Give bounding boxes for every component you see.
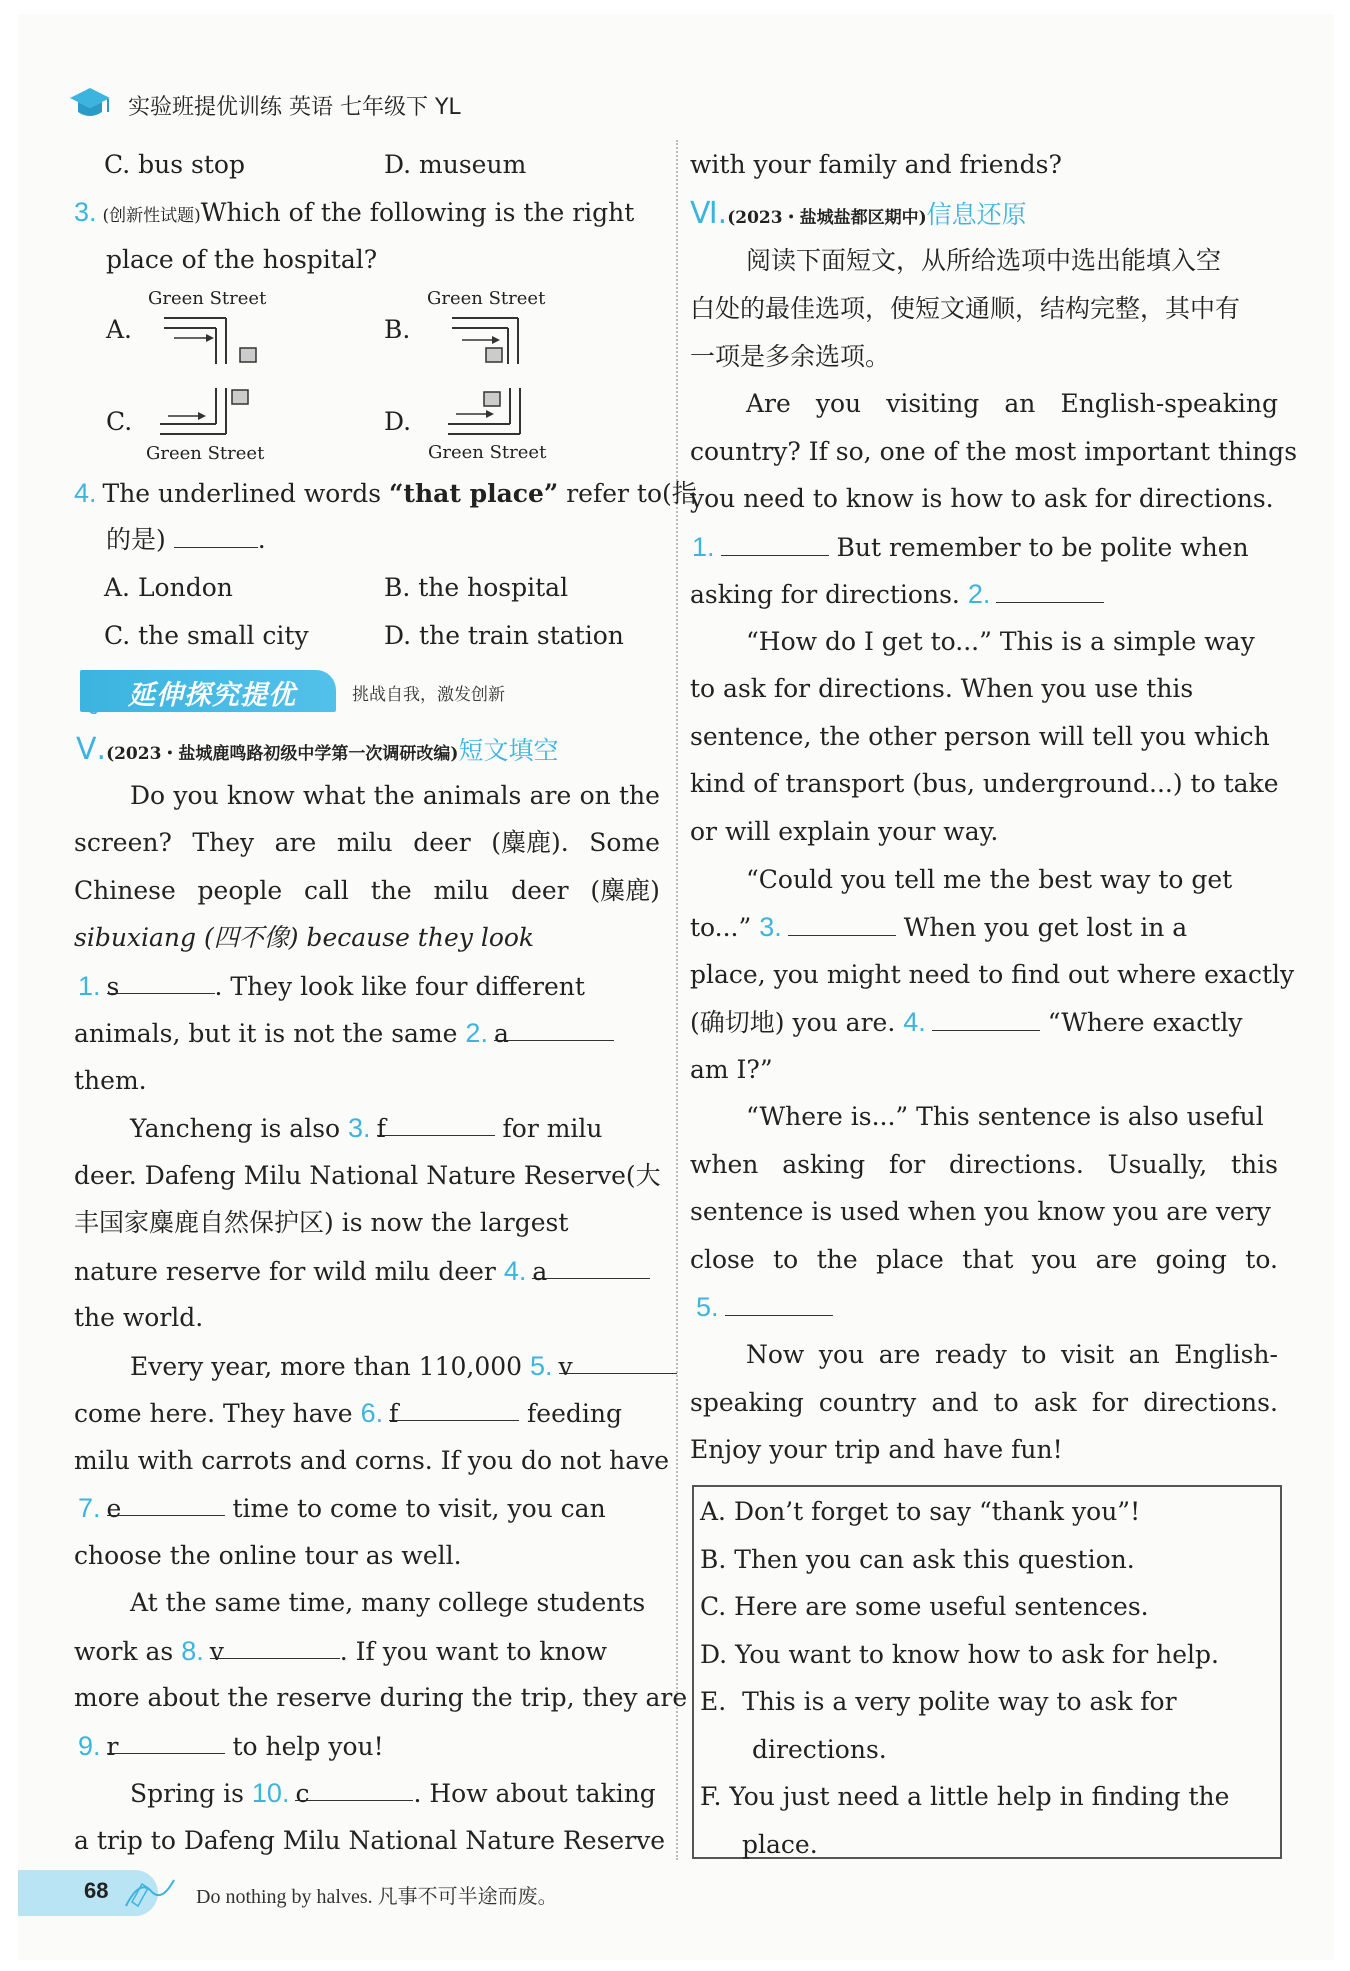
passage-line: 丰国家麋鹿自然保护区) is now the largest <box>74 1208 569 1237</box>
passage-line: milu with carrots and corns. If you do not have <box>74 1446 670 1475</box>
option-text: Then you can ask this question. <box>734 1545 1135 1574</box>
gap-number: 4. <box>903 1007 926 1037</box>
gap-2[interactable] <box>996 576 1104 603</box>
option-text: This is a very polite way to ask for <box>742 1687 1177 1716</box>
gap-4[interactable] <box>932 1004 1040 1031</box>
answer-blank[interactable] <box>174 521 258 548</box>
banner-title: 延伸探究提优 <box>128 680 296 711</box>
passage-text: . If you want to know <box>339 1637 608 1666</box>
passage-text: come here. They have <box>74 1399 353 1428</box>
passage-line: Are you visiting an English-speaking <box>746 389 1278 418</box>
passage-line: country? If so, one of the most important things <box>690 437 1298 466</box>
q2-option-c: C. bus stop <box>104 150 245 179</box>
blank-number: 5. <box>530 1351 553 1381</box>
blank-number: 4. <box>503 1256 527 1286</box>
passage-line: “Could you tell me the best way to get <box>746 865 1233 894</box>
blank-7-line <box>78 1488 606 1529</box>
gap-number: 5. <box>696 1292 719 1322</box>
blank-4-line <box>74 1251 650 1292</box>
blank-number: 8. <box>181 1636 204 1666</box>
passage-line: Chinese people call the milu deer (麋鹿) <box>74 876 660 905</box>
blank-1[interactable] <box>106 967 215 1001</box>
instruction-line: 阅读下面短文，从所给选项中选出能填入空 <box>746 246 1222 275</box>
map-a-option: A. <box>106 315 133 344</box>
hint-letter: a <box>493 1019 509 1048</box>
option-key: F. <box>700 1782 722 1811</box>
passage-line: Enjoy your trip and have fun! <box>690 1435 1063 1464</box>
gap-number: 1. <box>692 532 715 562</box>
passage-line: the world. <box>74 1303 204 1332</box>
passage-text: Yancheng is also <box>130 1114 341 1143</box>
option-f[interactable] <box>700 1777 1229 1817</box>
option-text: Here are some useful sentences. <box>734 1592 1149 1621</box>
map-d-street-label: Green Street <box>428 442 547 463</box>
blank-3-line <box>130 1108 603 1149</box>
hint-letter: a <box>532 1257 548 1286</box>
passage-line: “Where is...” This sentence is also useful <box>746 1102 1264 1131</box>
pencil-doodle-icon <box>122 1872 178 1912</box>
map-d-option: D. <box>384 407 412 436</box>
gap-1-line <box>692 527 1249 568</box>
passage-line: them. <box>74 1066 147 1095</box>
passage-text: When you get lost in a <box>903 913 1188 942</box>
map-c-option: C. <box>106 407 133 436</box>
option-a[interactable] <box>700 1492 1140 1532</box>
section-5-heading <box>76 730 558 774</box>
option-key: B. <box>700 1545 727 1574</box>
map-d-diagram <box>444 386 534 436</box>
passage-line: choose the online tour as well. <box>74 1541 462 1570</box>
option-e-cont: directions. <box>752 1735 887 1764</box>
map-a-diagram <box>160 316 264 366</box>
passage-line: more about the reserve during the trip, they are <box>74 1683 688 1712</box>
option-text: You just need a little help in finding the <box>729 1782 1230 1811</box>
section-source: (2023・盐城鹿鸣路初级中学第一次调研改编) <box>106 744 459 764</box>
banner-slogan: 挑战自我，激发创新 <box>352 685 505 705</box>
passage-line: with your family and friends? <box>690 150 1062 179</box>
section-type: 信息还原 <box>926 200 1027 229</box>
map-b-street-label: Green Street <box>427 288 546 309</box>
passage-text: to...” <box>690 913 752 942</box>
passage-text: (确切地) you are. <box>690 1008 896 1037</box>
blank-9[interactable] <box>106 1727 225 1761</box>
question-4-line2 <box>106 520 266 560</box>
option-key: E. <box>700 1687 727 1716</box>
passage-text: animals, but it is not the same <box>74 1019 458 1048</box>
option-f-cont: place. <box>742 1830 818 1859</box>
passage-line: sibuxiang (四不像) because they look <box>74 923 535 952</box>
blank-number: 10. <box>251 1778 290 1808</box>
passage-text: . How about taking <box>413 1779 656 1808</box>
passage-line: to ask for directions. When you use this <box>690 674 1194 703</box>
hint-letter: f <box>376 1114 386 1143</box>
option-key: A. <box>700 1497 727 1526</box>
q4-option-c: C. the small city <box>104 621 309 650</box>
blank-number: 9. <box>78 1731 101 1761</box>
map-c-street-label: Green Street <box>146 443 265 464</box>
map-c-diagram <box>156 386 256 436</box>
section-source: (2023・盐城盐都区期中) <box>727 208 927 228</box>
section-number: Ⅴ. <box>76 732 107 767</box>
passage-line: close to the place that you are going to. <box>690 1245 1278 1274</box>
blank-8[interactable] <box>209 1632 340 1666</box>
blank-5[interactable] <box>558 1347 677 1381</box>
question-text-post: refer to(指 <box>558 479 697 508</box>
passage-line: At the same time, many college students <box>130 1588 646 1617</box>
q4-option-a: A. London <box>104 573 233 602</box>
option-key: C. <box>700 1592 727 1621</box>
section-6-heading <box>690 194 1027 238</box>
gap-number: 2. <box>967 579 991 609</box>
passage-text: for milu <box>502 1114 603 1143</box>
passage-line: Now you are ready to visit an English- <box>746 1340 1278 1369</box>
blank-10-line <box>130 1773 656 1814</box>
option-text: You want to know how to ask for help. <box>735 1640 1219 1669</box>
section-number: Ⅵ. <box>690 196 728 231</box>
option-e[interactable] <box>700 1682 1177 1722</box>
blank-number: 3. <box>348 1113 371 1143</box>
blank-3[interactable] <box>376 1109 495 1143</box>
blank-4[interactable] <box>532 1252 650 1286</box>
gap-4-line <box>690 1002 1242 1043</box>
question-text: 的是) <box>106 525 166 554</box>
question-text-bold: “that place” <box>389 479 559 508</box>
passage-text: Every year, more than 110,000 <box>130 1352 523 1381</box>
gap-number: 3. <box>759 912 782 942</box>
passage-line: Do you know what the animals are on the <box>130 781 660 810</box>
question-3 <box>74 192 634 236</box>
passage-line: or will explain your way. <box>690 817 999 846</box>
blank-10[interactable] <box>295 1774 413 1808</box>
passage-text: time to come to visit, you can <box>232 1494 606 1523</box>
passage-line: screen? They are milu deer (麋鹿). Some <box>74 828 660 857</box>
option-d[interactable] <box>700 1635 1219 1675</box>
blank-number: 1. <box>78 971 101 1001</box>
section-type: 短文填空 <box>458 736 559 765</box>
option-b[interactable] <box>700 1540 1135 1580</box>
gap-2-line <box>690 574 1104 615</box>
passage-text: to help you! <box>232 1732 384 1761</box>
hint-letter: c <box>295 1779 310 1808</box>
map-b-diagram <box>448 316 528 366</box>
passage-line: speaking country and to ask for directions. <box>690 1388 1278 1417</box>
gap-5-line <box>696 1287 833 1328</box>
passage-line: a trip to Dafeng Milu National Nature Reserve <box>74 1826 666 1855</box>
blank-7[interactable] <box>106 1489 225 1523</box>
hint-letter: v <box>209 1637 224 1666</box>
passage-text: asking for directions. <box>690 580 960 609</box>
blank-2[interactable] <box>493 1014 614 1048</box>
passage-line: deer. Dafeng Milu National Nature Reserve(大 <box>74 1161 661 1190</box>
question-number: 4. <box>74 478 97 508</box>
blank-number: 2. <box>465 1018 488 1048</box>
passage-line: sentence is used when you know you are very <box>690 1197 1271 1226</box>
passage-text: . They look like four different <box>214 972 585 1001</box>
question-3-line2: place of the hospital? <box>106 245 378 274</box>
blank-2-line <box>74 1013 614 1054</box>
q4-option-d: D. the train station <box>384 621 624 650</box>
instruction-line: 一项是多余选项。 <box>690 342 891 371</box>
passage-text: feeding <box>527 1399 622 1428</box>
blank-1-line <box>78 966 585 1007</box>
passage-line: am I?” <box>690 1055 773 1084</box>
question-text-pre: The underlined words <box>102 479 390 508</box>
question-4 <box>74 473 697 514</box>
hint-letter: f <box>389 1399 399 1428</box>
question-number: 3. <box>74 197 97 227</box>
gap-1[interactable] <box>721 529 829 556</box>
passage-text: nature reserve for wild milu deer <box>74 1257 496 1286</box>
gap-3-line <box>690 907 1187 948</box>
footer-motto: Do nothing by halves. 凡事不可半途而废。 <box>196 1886 558 1908</box>
hint-letter: s <box>106 972 120 1001</box>
column-divider <box>676 140 678 1860</box>
page-number: 68 <box>84 1878 109 1903</box>
option-key: D. <box>700 1640 728 1669</box>
graduation-cap-icon <box>68 86 112 122</box>
question-tag: (创新性试题) <box>102 206 201 226</box>
passage-line: when asking for directions. Usually, this <box>690 1150 1278 1179</box>
blank-5-line <box>130 1346 677 1387</box>
blank-8-line <box>74 1631 607 1672</box>
passage-line: place, you might need to find out where exactly <box>690 960 1295 989</box>
passage-line: you need to know is how to ask for directions. <box>690 484 1274 513</box>
blank-6[interactable] <box>389 1394 519 1428</box>
map-b-option: B. <box>384 315 411 344</box>
period: . <box>257 525 266 554</box>
hint-letter: e <box>106 1494 122 1523</box>
passage-text: work as <box>74 1637 174 1666</box>
hint-letter: v <box>558 1352 573 1381</box>
passage-text: “Where exactly <box>1047 1008 1243 1037</box>
blank-6-line <box>74 1393 622 1434</box>
q4-option-b: B. the hospital <box>384 573 569 602</box>
gap-3[interactable] <box>788 909 896 936</box>
question-text: Which of the following is the right <box>200 198 635 227</box>
passage-line: kind of transport (bus, underground...) to take <box>690 769 1279 798</box>
hint-letter: r <box>106 1732 119 1761</box>
passage-text: Spring is <box>130 1779 244 1808</box>
instruction-line: 白处的最佳选项，使短文通顺，结构完整，其中有 <box>690 294 1241 323</box>
blank-9-line <box>78 1726 384 1767</box>
option-text: Don’t forget to say “thank you”! <box>733 1497 1141 1526</box>
q2-option-d: D. museum <box>384 150 527 179</box>
gap-5[interactable] <box>725 1289 833 1316</box>
passage-line: sentence, the other person will tell you which <box>690 722 1270 751</box>
option-c[interactable] <box>700 1587 1149 1627</box>
blank-number: 6. <box>360 1398 384 1428</box>
blank-number: 7. <box>78 1493 101 1523</box>
passage-line: “How do I get to...” This is a simple way <box>746 627 1255 656</box>
passage-text: But remember to be polite when <box>836 533 1249 562</box>
header-title: 实验班提优训练 英语 七年级下 YL <box>128 95 461 120</box>
map-a-street-label: Green Street <box>148 288 267 309</box>
